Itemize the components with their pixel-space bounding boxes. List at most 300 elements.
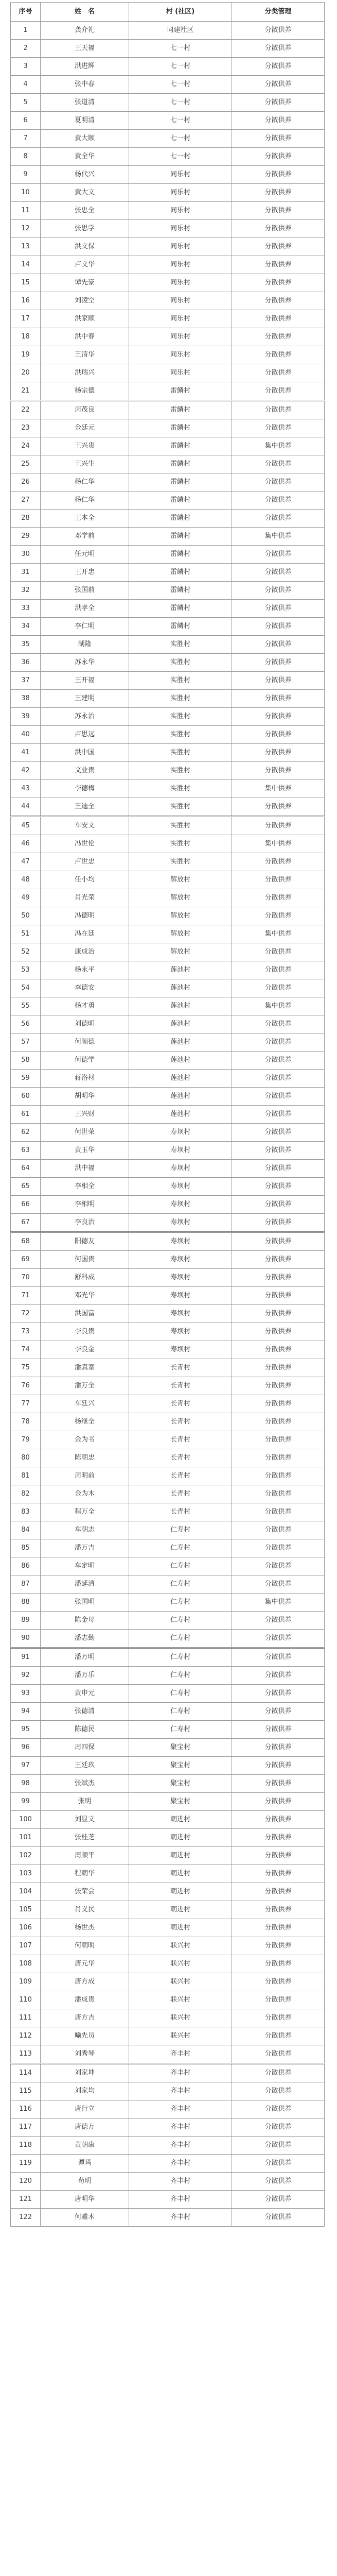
cell-index: 37 xyxy=(11,672,41,690)
cell-village: 仁寿村 xyxy=(129,1630,232,1648)
cell-name: 张中春 xyxy=(41,76,129,94)
cell-name: 黄全华 xyxy=(41,148,129,166)
cell-index: 36 xyxy=(11,654,41,672)
cell-name: 卢文华 xyxy=(41,256,129,274)
table-row xyxy=(11,22,325,40)
table-row xyxy=(11,130,325,148)
table-row xyxy=(11,1575,325,1594)
cell-index: 23 xyxy=(11,419,41,437)
table-row xyxy=(11,1341,325,1359)
cell-index: 59 xyxy=(11,1070,41,1088)
cell-village: 长青村 xyxy=(129,1485,232,1503)
cell-village: 联兴村 xyxy=(129,2027,232,2045)
cell-village: 寿坝村 xyxy=(129,1232,232,1251)
cell-index: 22 xyxy=(11,401,41,419)
cell-name: 苏永华 xyxy=(41,654,129,672)
cell-name: 车廷兴 xyxy=(41,1395,129,1413)
cell-category: 分散供养 xyxy=(232,1757,325,1775)
cell-village: 同乐村 xyxy=(129,202,232,220)
cell-name: 张国前 xyxy=(41,582,129,600)
cell-index: 112 xyxy=(11,2027,41,2045)
cell-category: 分散供养 xyxy=(232,1269,325,1287)
cell-category: 分散供养 xyxy=(232,762,325,780)
table-row xyxy=(11,636,325,654)
cell-name: 洪国富 xyxy=(41,1305,129,1323)
cell-index: 70 xyxy=(11,1269,41,1287)
cell-name: 王天福 xyxy=(41,40,129,58)
cell-village: 朝进村 xyxy=(129,1883,232,1901)
cell-category: 分散供养 xyxy=(232,473,325,492)
cell-village: 雷鳞村 xyxy=(129,510,232,528)
cell-category: 分散供养 xyxy=(232,1648,325,1667)
table-row xyxy=(11,94,325,112)
cell-category: 分散供养 xyxy=(232,1124,325,1142)
cell-name: 王开忠 xyxy=(41,564,129,582)
cell-category: 分散供养 xyxy=(232,1973,325,1991)
cell-category: 分散供养 xyxy=(232,238,325,256)
cell-category: 分散供养 xyxy=(232,2191,325,2209)
cell-village: 七一村 xyxy=(129,76,232,94)
cell-village: 齐丰村 xyxy=(129,2209,232,2227)
cell-name: 冯德明 xyxy=(41,907,129,925)
cell-index: 30 xyxy=(11,546,41,564)
cell-index: 3 xyxy=(11,58,41,76)
cell-name: 唐行立 xyxy=(41,2100,129,2119)
cell-name: 张思学 xyxy=(41,220,129,238)
cell-category: 分散供养 xyxy=(232,1251,325,1269)
cell-name: 邓光华 xyxy=(41,1287,129,1305)
table-row xyxy=(11,40,325,58)
cell-name: 杨世杰 xyxy=(41,1919,129,1937)
cell-name: 陈德民 xyxy=(41,1721,129,1739)
cell-village: 长青村 xyxy=(129,1413,232,1431)
cell-village: 聚宝村 xyxy=(129,1757,232,1775)
cell-name: 唐方吉 xyxy=(41,2009,129,2027)
cell-index: 67 xyxy=(11,1214,41,1232)
cell-category: 分散供养 xyxy=(232,2137,325,2155)
cell-village: 同乐村 xyxy=(129,328,232,346)
cell-village: 联兴村 xyxy=(129,1991,232,2009)
cell-village: 实胜村 xyxy=(129,798,232,817)
cell-category: 分散供养 xyxy=(232,1088,325,1106)
cell-village: 同乐村 xyxy=(129,292,232,310)
cell-name: 康成治 xyxy=(41,943,129,961)
cell-index: 14 xyxy=(11,256,41,274)
table-row xyxy=(11,1269,325,1287)
cell-category: 分散供养 xyxy=(232,1612,325,1630)
cell-village: 聚宝村 xyxy=(129,1793,232,1811)
cell-name: 喻先员 xyxy=(41,2027,129,2045)
cell-name: 张桂芝 xyxy=(41,1829,129,1847)
table-row xyxy=(11,1667,325,1685)
cell-category: 分散供养 xyxy=(232,1449,325,1467)
cell-name: 张国明 xyxy=(41,1594,129,1612)
cell-category: 分散供养 xyxy=(232,364,325,382)
cell-category: 分散供养 xyxy=(232,1937,325,1955)
table-row xyxy=(11,871,325,889)
cell-category: 分散供养 xyxy=(232,726,325,744)
table-row xyxy=(11,1594,325,1612)
cell-index: 62 xyxy=(11,1124,41,1142)
table-row xyxy=(11,1124,325,1142)
table-row xyxy=(11,564,325,582)
cell-village: 仁寿村 xyxy=(129,1721,232,1739)
cell-name: 杨继全 xyxy=(41,1413,129,1431)
cell-index: 64 xyxy=(11,1160,41,1178)
table-row xyxy=(11,2209,325,2227)
cell-index: 96 xyxy=(11,1739,41,1757)
cell-category: 分散供养 xyxy=(232,130,325,148)
table-row xyxy=(11,1088,325,1106)
cell-index: 15 xyxy=(11,274,41,292)
cell-index: 52 xyxy=(11,943,41,961)
cell-category: 分散供养 xyxy=(232,1305,325,1323)
cell-category: 分散供养 xyxy=(232,564,325,582)
cell-name: 金为木 xyxy=(41,1485,129,1503)
cell-name: 王兴生 xyxy=(41,455,129,473)
cell-village: 同建社区 xyxy=(129,22,232,40)
cell-category: 分散供养 xyxy=(232,546,325,564)
cell-name: 周茂良 xyxy=(41,401,129,419)
cell-index: 45 xyxy=(11,817,41,835)
cell-village: 仁寿村 xyxy=(129,1521,232,1539)
cell-village: 寿坝村 xyxy=(129,1287,232,1305)
table-row xyxy=(11,2137,325,2155)
cell-category: 分散供养 xyxy=(232,1377,325,1395)
cell-category: 分散供养 xyxy=(232,979,325,997)
cell-index: 85 xyxy=(11,1539,41,1557)
header-village: 村 (社区) xyxy=(129,3,232,22)
cell-index: 107 xyxy=(11,1937,41,1955)
cell-category: 集中供养 xyxy=(232,437,325,455)
cell-index: 7 xyxy=(11,130,41,148)
cell-village: 雷鳞村 xyxy=(129,582,232,600)
cell-category: 分散供养 xyxy=(232,1685,325,1703)
cell-category: 分散供养 xyxy=(232,1721,325,1739)
table-row xyxy=(11,1323,325,1341)
cell-index: 2 xyxy=(11,40,41,58)
cell-index: 88 xyxy=(11,1594,41,1612)
cell-category: 分散供养 xyxy=(232,1485,325,1503)
cell-village: 朝进村 xyxy=(129,1811,232,1829)
cell-name: 王兴贵 xyxy=(41,437,129,455)
cell-category: 分散供养 xyxy=(232,636,325,654)
cell-category: 分散供养 xyxy=(232,2155,325,2173)
cell-category: 分散供养 xyxy=(232,1901,325,1919)
table-row xyxy=(11,1721,325,1739)
cell-category: 分散供养 xyxy=(232,220,325,238)
cell-category: 分散供养 xyxy=(232,2045,325,2064)
cell-village: 仁寿村 xyxy=(129,1667,232,1685)
cell-name: 舒科成 xyxy=(41,1269,129,1287)
cell-index: 40 xyxy=(11,726,41,744)
cell-name: 程朝华 xyxy=(41,1865,129,1883)
cell-name: 刘家均 xyxy=(41,2082,129,2100)
cell-name: 洪中国 xyxy=(41,744,129,762)
cell-village: 解放村 xyxy=(129,871,232,889)
cell-name: 李德梅 xyxy=(41,780,129,798)
cell-village: 寿坝村 xyxy=(129,1124,232,1142)
cell-name: 杨才勇 xyxy=(41,997,129,1015)
cell-village: 齐丰村 xyxy=(129,2137,232,2155)
cell-index: 5 xyxy=(11,94,41,112)
cell-village: 齐丰村 xyxy=(129,2064,232,2082)
table-row xyxy=(11,744,325,762)
cell-village: 莲池村 xyxy=(129,1106,232,1124)
cell-village: 齐丰村 xyxy=(129,2173,232,2191)
cell-index: 86 xyxy=(11,1557,41,1575)
cell-category: 分散供养 xyxy=(232,1829,325,1847)
cell-category: 分散供养 xyxy=(232,672,325,690)
cell-village: 同乐村 xyxy=(129,364,232,382)
cell-name: 王迪全 xyxy=(41,798,129,817)
cell-village: 实胜村 xyxy=(129,817,232,835)
cell-index: 57 xyxy=(11,1033,41,1052)
cell-village: 长青村 xyxy=(129,1503,232,1521)
cell-index: 13 xyxy=(11,238,41,256)
table-row xyxy=(11,1991,325,2009)
cell-name: 李相全 xyxy=(41,1178,129,1196)
table-row xyxy=(11,726,325,744)
cell-name: 刘显文 xyxy=(41,1811,129,1829)
cell-village: 仁寿村 xyxy=(129,1685,232,1703)
cell-name: 刘秀琴 xyxy=(41,2045,129,2064)
cell-index: 41 xyxy=(11,744,41,762)
cell-village: 七一村 xyxy=(129,148,232,166)
cell-village: 同乐村 xyxy=(129,256,232,274)
table-row xyxy=(11,708,325,726)
cell-category: 分散供养 xyxy=(232,708,325,726)
cell-village: 实胜村 xyxy=(129,762,232,780)
cell-category: 分散供养 xyxy=(232,1811,325,1829)
table-row xyxy=(11,1955,325,1973)
cell-name: 杨代兴 xyxy=(41,166,129,184)
cell-index: 75 xyxy=(11,1359,41,1377)
cell-category: 分散供养 xyxy=(232,1106,325,1124)
cell-index: 111 xyxy=(11,2009,41,2027)
cell-name: 王本全 xyxy=(41,510,129,528)
cell-index: 31 xyxy=(11,564,41,582)
table-row xyxy=(11,2064,325,2082)
table-row xyxy=(11,310,325,328)
cell-index: 38 xyxy=(11,690,41,708)
table-row xyxy=(11,1847,325,1865)
table-row xyxy=(11,328,325,346)
cell-village: 雷鳞村 xyxy=(129,492,232,510)
cell-index: 100 xyxy=(11,1811,41,1829)
cell-village: 莲池村 xyxy=(129,961,232,979)
cell-village: 实胜村 xyxy=(129,708,232,726)
cell-name: 龚介礼 xyxy=(41,22,129,40)
cell-index: 95 xyxy=(11,1721,41,1739)
cell-name: 洪中福 xyxy=(41,1160,129,1178)
cell-index: 20 xyxy=(11,364,41,382)
cell-index: 6 xyxy=(11,112,41,130)
cell-category: 分散供养 xyxy=(232,256,325,274)
cell-name: 李相明 xyxy=(41,1196,129,1214)
cell-category: 分散供养 xyxy=(232,1052,325,1070)
cell-name: 王开福 xyxy=(41,672,129,690)
cell-category: 分散供养 xyxy=(232,2100,325,2119)
table-row xyxy=(11,1015,325,1033)
cell-name: 夏明清 xyxy=(41,112,129,130)
cell-category: 分散供养 xyxy=(232,690,325,708)
cell-name: 刘家坤 xyxy=(41,2064,129,2082)
cell-index: 51 xyxy=(11,925,41,943)
table-row xyxy=(11,889,325,907)
table-row xyxy=(11,1070,325,1088)
cell-village: 寿坝村 xyxy=(129,1196,232,1214)
cell-village: 实胜村 xyxy=(129,690,232,708)
table-row xyxy=(11,780,325,798)
cell-village: 齐丰村 xyxy=(129,2045,232,2064)
cell-village: 朝进村 xyxy=(129,1847,232,1865)
cell-name: 杨仁华 xyxy=(41,473,129,492)
cell-name: 何雕木 xyxy=(41,2209,129,2227)
table-row xyxy=(11,1214,325,1232)
cell-category: 分散供养 xyxy=(232,2119,325,2137)
cell-village: 长青村 xyxy=(129,1467,232,1485)
table-row xyxy=(11,1431,325,1449)
cell-village: 实胜村 xyxy=(129,636,232,654)
table-row xyxy=(11,1305,325,1323)
table-row xyxy=(11,76,325,94)
cell-village: 莲池村 xyxy=(129,1070,232,1088)
cell-category: 分散供养 xyxy=(232,22,325,40)
table-row xyxy=(11,600,325,618)
cell-village: 雷鳞村 xyxy=(129,401,232,419)
cell-name: 胡明华 xyxy=(41,1088,129,1106)
cell-name: 洪中春 xyxy=(41,328,129,346)
cell-category: 分散供养 xyxy=(232,907,325,925)
cell-village: 解放村 xyxy=(129,907,232,925)
cell-village: 解放村 xyxy=(129,889,232,907)
cell-category: 分散供养 xyxy=(232,184,325,202)
cell-category: 分散供养 xyxy=(232,1178,325,1196)
cell-name: 潘志勤 xyxy=(41,1630,129,1648)
table-row xyxy=(11,184,325,202)
cell-category: 分散供养 xyxy=(232,744,325,762)
cell-name: 李德安 xyxy=(41,979,129,997)
cell-category: 分散供养 xyxy=(232,274,325,292)
table-row xyxy=(11,1232,325,1251)
cell-index: 97 xyxy=(11,1757,41,1775)
cell-name: 唐元华 xyxy=(41,1955,129,1973)
cell-village: 莲池村 xyxy=(129,1052,232,1070)
cell-name: 文业贵 xyxy=(41,762,129,780)
table-row xyxy=(11,510,325,528)
cell-category: 分散供养 xyxy=(232,382,325,401)
cell-category: 分散供养 xyxy=(232,1359,325,1377)
table-row xyxy=(11,979,325,997)
cell-index: 19 xyxy=(11,346,41,364)
cell-village: 莲池村 xyxy=(129,997,232,1015)
cell-category: 分散供养 xyxy=(232,310,325,328)
cell-index: 10 xyxy=(11,184,41,202)
cell-village: 齐丰村 xyxy=(129,2155,232,2173)
cell-category: 分散供养 xyxy=(232,1142,325,1160)
cell-category: 分散供养 xyxy=(232,871,325,889)
cell-index: 49 xyxy=(11,889,41,907)
cell-name: 李良治 xyxy=(41,1214,129,1232)
cell-category: 分散供养 xyxy=(232,1160,325,1178)
table-row xyxy=(11,2155,325,2173)
cell-index: 34 xyxy=(11,618,41,636)
cell-category: 分散供养 xyxy=(232,1521,325,1539)
cell-village: 实胜村 xyxy=(129,726,232,744)
cell-category: 分散供养 xyxy=(232,853,325,871)
table-row xyxy=(11,762,325,780)
cell-category: 分散供养 xyxy=(232,1287,325,1305)
table-row xyxy=(11,2027,325,2045)
table-row xyxy=(11,112,325,130)
table-row xyxy=(11,1757,325,1775)
table-row xyxy=(11,2173,325,2191)
cell-village: 寿坝村 xyxy=(129,1269,232,1287)
table-row xyxy=(11,1557,325,1575)
cell-index: 35 xyxy=(11,636,41,654)
cell-index: 83 xyxy=(11,1503,41,1521)
cell-name: 王兴财 xyxy=(41,1106,129,1124)
table-row xyxy=(11,1937,325,1955)
cell-category: 分散供养 xyxy=(232,1883,325,1901)
cell-village: 同乐村 xyxy=(129,166,232,184)
cell-village: 仁寿村 xyxy=(129,1648,232,1667)
cell-name: 冯世伦 xyxy=(41,835,129,853)
table-row xyxy=(11,1539,325,1557)
table-row xyxy=(11,58,325,76)
cell-name: 周明前 xyxy=(41,1467,129,1485)
cell-name: 李良贵 xyxy=(41,1323,129,1341)
table-row xyxy=(11,1648,325,1667)
cell-index: 61 xyxy=(11,1106,41,1124)
cell-category: 分散供养 xyxy=(232,1793,325,1811)
cell-village: 解放村 xyxy=(129,943,232,961)
cell-category: 分散供养 xyxy=(232,1575,325,1594)
cell-index: 81 xyxy=(11,1467,41,1485)
cell-index: 25 xyxy=(11,455,41,473)
table-row xyxy=(11,835,325,853)
cell-name: 王建明 xyxy=(41,690,129,708)
cell-village: 朝进村 xyxy=(129,1919,232,1937)
table-row xyxy=(11,274,325,292)
table-row xyxy=(11,618,325,636)
cell-village: 同乐村 xyxy=(129,346,232,364)
cell-category: 分散供养 xyxy=(232,1214,325,1232)
table-row xyxy=(11,455,325,473)
cell-name: 卢世忠 xyxy=(41,853,129,871)
cell-village: 朝进村 xyxy=(129,1865,232,1883)
table-row xyxy=(11,220,325,238)
cell-index: 56 xyxy=(11,1015,41,1033)
table-row xyxy=(11,1467,325,1485)
cell-name: 何顺德 xyxy=(41,1033,129,1052)
cell-village: 同乐村 xyxy=(129,238,232,256)
cell-name: 冯在廷 xyxy=(41,925,129,943)
cell-category: 分散供养 xyxy=(232,1539,325,1557)
cell-category: 分散供养 xyxy=(232,1413,325,1431)
cell-index: 116 xyxy=(11,2100,41,2119)
cell-name: 苏永治 xyxy=(41,708,129,726)
cell-village: 七一村 xyxy=(129,58,232,76)
cell-index: 8 xyxy=(11,148,41,166)
table-row xyxy=(11,1178,325,1196)
table-row xyxy=(11,364,325,382)
table-row xyxy=(11,1829,325,1847)
cell-name: 张荣会 xyxy=(41,1883,129,1901)
cell-name: 李仁明 xyxy=(41,618,129,636)
table-row xyxy=(11,672,325,690)
